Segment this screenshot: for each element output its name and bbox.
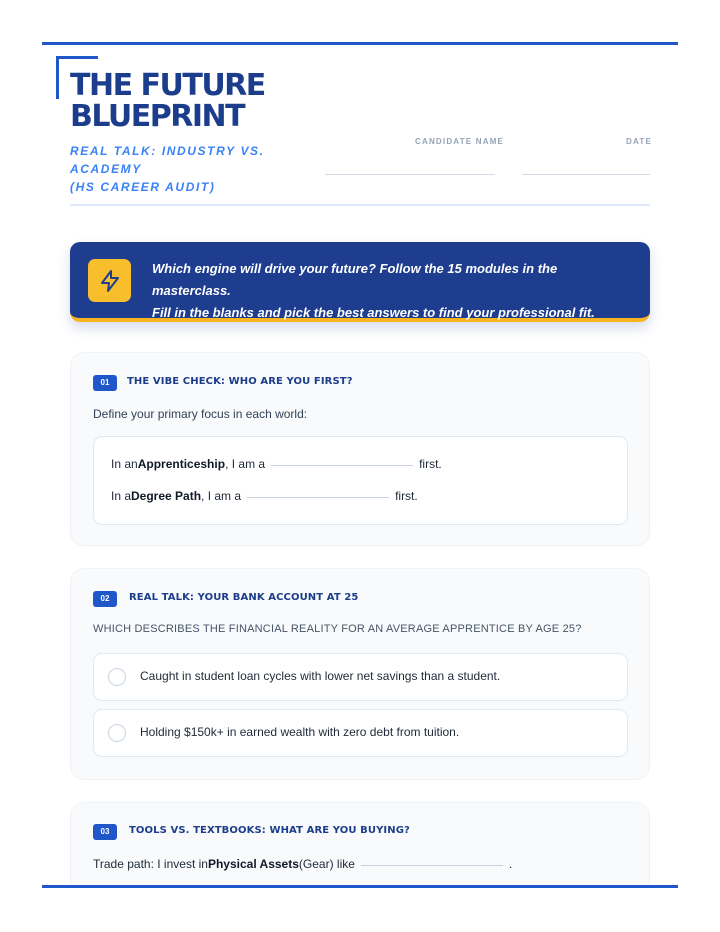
section-number-badge: 01 <box>93 375 117 391</box>
top-rule <box>42 42 678 45</box>
fill-suffix: . <box>508 857 513 871</box>
section-prompt: Define your primary focus in each world: <box>93 407 308 421</box>
fill-prefix: Trade path: I invest in <box>93 857 208 871</box>
title-line-2: BLUEPRINT <box>70 99 245 134</box>
radio-button[interactable] <box>108 724 126 742</box>
section-card-03 <box>70 802 650 884</box>
blank-input[interactable] <box>247 497 389 498</box>
banner-line-1: Which engine will drive your future? Follow the 15 modules in the masterclass. <box>152 261 558 298</box>
radio-button[interactable] <box>108 668 126 686</box>
fill-mid: , I am a <box>225 457 266 471</box>
fill-suffix: first. <box>419 457 442 471</box>
answer-option-b[interactable] <box>93 709 628 757</box>
blank-input[interactable] <box>271 465 413 466</box>
section-title: REAL TALK: YOUR BANK ACCOUNT AT 25 <box>129 592 359 603</box>
candidate-name-label: CANDIDATE NAME <box>415 137 505 146</box>
option-label: Holding $150k+ in earned wealth with zero debt from tuition. <box>140 725 460 739</box>
fill-row-apprenticeship <box>111 457 442 471</box>
fill-suffix: first. <box>395 489 418 503</box>
date-label: DATE <box>626 137 652 146</box>
candidate-name-field[interactable] <box>325 174 495 175</box>
subtitle-line-2: (HS CAREER AUDIT) <box>70 180 216 194</box>
fill-prefix: In an <box>111 457 138 471</box>
banner-line-2: Fill in the blanks and pick the best answers to find your professional fit. <box>152 305 595 320</box>
fill-prefix: In a <box>111 489 132 503</box>
section-card-01 <box>70 352 650 546</box>
subtitle-line-1: REAL TALK: INDUSTRY VS. ACADEMY <box>70 144 265 176</box>
fill-mid: , I am a <box>201 489 242 503</box>
section-question: WHICH DESCRIBES THE FINANCIAL REALITY FOR AN AVERAGE APPRENTICE BY AGE 25? <box>93 623 582 635</box>
title-bracket <box>56 56 59 99</box>
fill-keyword: Physical Assets <box>207 857 299 871</box>
blank-input[interactable] <box>361 865 503 866</box>
section-title: TOOLS VS. TEXTBOOKS: WHAT ARE YOU BUYING? <box>129 825 410 836</box>
section-number-badge: 02 <box>93 591 117 607</box>
intro-banner <box>70 242 650 322</box>
fill-keyword: Apprenticeship <box>137 457 226 471</box>
section-number-badge: 03 <box>93 824 117 840</box>
fill-row-degree-path <box>111 489 418 503</box>
answer-option-a[interactable] <box>93 653 628 701</box>
bottom-rule <box>42 885 678 888</box>
page-title <box>70 70 265 132</box>
fill-keyword: Degree Path <box>131 489 202 503</box>
option-label: Caught in student loan cycles with lower net savings than a student. <box>140 669 501 683</box>
title-line-1: THE FUTURE <box>70 68 265 103</box>
page-subtitle <box>70 142 330 196</box>
banner-text <box>152 258 632 324</box>
fill-in-box <box>93 436 628 525</box>
fill-row-trade-path <box>93 857 512 871</box>
title-bracket-top <box>56 56 98 59</box>
section-title: THE VIBE CHECK: WHO ARE YOU FIRST? <box>127 376 353 387</box>
fill-mid: (Gear) like <box>298 857 355 871</box>
date-field[interactable] <box>522 174 650 175</box>
header-divider <box>70 204 650 206</box>
section-card-02 <box>70 568 650 780</box>
lightning-bolt-icon <box>88 259 131 302</box>
